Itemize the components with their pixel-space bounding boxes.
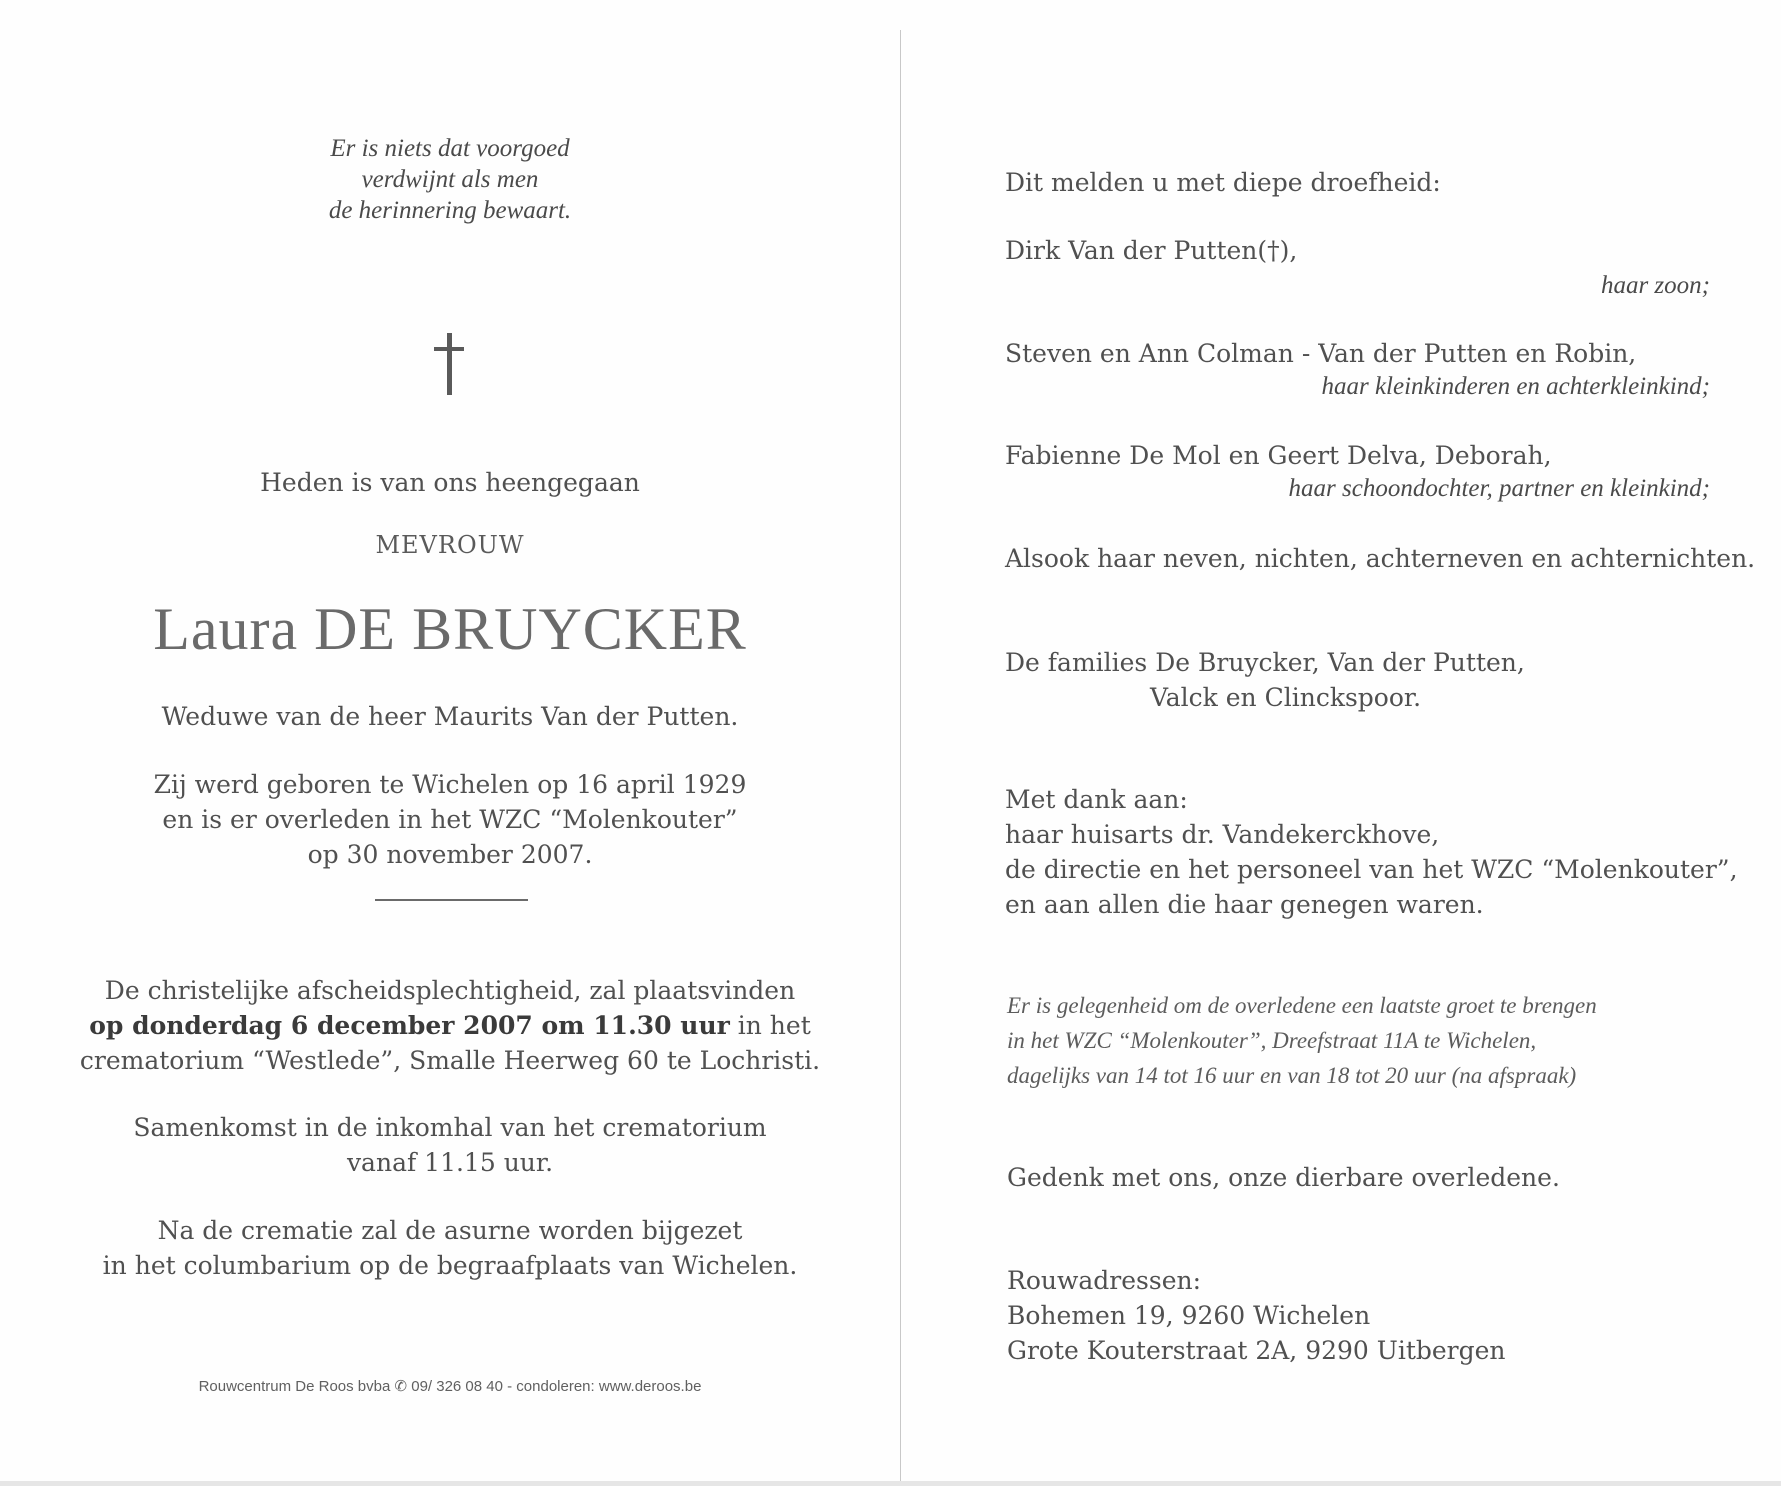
cremation-line: Na de crematie zal de asurne worden bijgezet [157, 1216, 743, 1245]
family-relation: haar kleinkinderen en achterkleinkind; [1321, 373, 1710, 400]
death-date-line: op 30 november 2007. [307, 840, 593, 869]
visitation-line: dagelijks van 14 tot 16 uur en van 18 tot 20 uur (na afspraak) [1007, 1063, 1577, 1088]
family-member-names: Dirk Van der Putten(†), [1005, 236, 1298, 265]
ceremony-date-suffix: in het [729, 1011, 811, 1040]
visitation-notice [1007, 988, 1597, 1093]
deceased-name: Laura DE BRUYCKER [153, 596, 747, 662]
thanks-line: haar huisarts dr. Vandekerckhove, [1005, 820, 1440, 849]
cremation-details [80, 1213, 820, 1283]
acknowledgements [1005, 782, 1738, 922]
cremation-line: in het columbarium op de begraafplaats van Wichelen. [102, 1251, 798, 1280]
gathering-line: Samenkomst in de inkomhal van het crematorium [133, 1113, 767, 1142]
birth-line: Zij werd geboren te Wichelen op 16 april 1929 [153, 770, 747, 799]
widow-statement: Weduwe van de heer Maurits Van der Putten. [161, 702, 739, 731]
ceremony-date-line [60, 1008, 840, 1043]
quote-line: verdwijnt als men [361, 166, 539, 193]
card-edge [0, 1481, 1781, 1486]
section-divider [375, 899, 528, 901]
card-fold-line [900, 30, 901, 1486]
thanks-heading: Met dank aan: [1005, 785, 1188, 814]
memorial-quote [250, 133, 650, 226]
latin-cross-icon [434, 333, 464, 395]
address-line: Bohemen 19, 9260 Wichelen [1007, 1301, 1371, 1330]
family-member-names: Steven en Ann Colman - Van der Putten en Robin, [1005, 339, 1637, 368]
honorific-title: MEVROUW [375, 531, 525, 559]
families-line: Valck en Clinckspoor. [1150, 683, 1422, 712]
ceremony-details [60, 973, 840, 1078]
birth-death-details [100, 767, 800, 872]
death-place-line: en is er overleden in het WZC “Molenkouter” [162, 805, 738, 834]
family-relation: haar zoon; [1600, 272, 1710, 299]
ceremony-date: op donderdag 6 december 2007 om 11.30 uur [89, 1011, 730, 1040]
announcement-intro: Dit melden u met diepe droefheid: [1005, 168, 1441, 197]
quote-line: Er is niets dat voorgoed [330, 135, 570, 162]
gathering-details [100, 1110, 800, 1180]
addresses-heading: Rouwadressen: [1007, 1266, 1202, 1295]
funeral-home-footer: Rouwcentrum De Roos bvba ✆ 09/ 326 08 40 - condoleren: www.deroos.be [198, 1378, 702, 1395]
remembrance-line: Gedenk met ons, onze dierbare overledene. [1007, 1163, 1560, 1192]
passing-announcement: Heden is van ons heengegaan [260, 468, 640, 497]
extended-family: Alsook haar neven, nichten, achterneven en achternichten. [1005, 544, 1756, 573]
family-relation: haar schoondochter, partner en kleinkind; [1288, 475, 1710, 502]
visitation-line: in het WZC “Molenkouter”, Dreefstraat 11A te Wichelen, [1007, 1028, 1537, 1053]
quote-line: de herinnering bewaart. [328, 197, 572, 224]
visitation-line: Er is gelegenheid om de overledene een laatste groet te brengen [1007, 993, 1597, 1018]
thanks-line: de directie en het personeel van het WZC “Molenkouter”, [1005, 855, 1738, 884]
ceremony-location-line: crematorium “Westlede”, Smalle Heerweg 60 te Lochristi. [79, 1046, 821, 1075]
thanks-line: en aan allen die haar genegen waren. [1005, 890, 1484, 919]
mourning-addresses [1007, 1263, 1506, 1368]
address-line: Grote Kouterstraat 2A, 9290 Uitbergen [1007, 1336, 1506, 1365]
family-member-names: Fabienne De Mol en Geert Delva, Deborah, [1005, 441, 1552, 470]
gathering-time-line: vanaf 11.15 uur. [346, 1148, 554, 1177]
families-line: De families De Bruycker, Van der Putten, [1005, 648, 1525, 677]
ceremony-line: De christelijke afscheidsplechtigheid, zal plaatsvinden [104, 976, 796, 1005]
